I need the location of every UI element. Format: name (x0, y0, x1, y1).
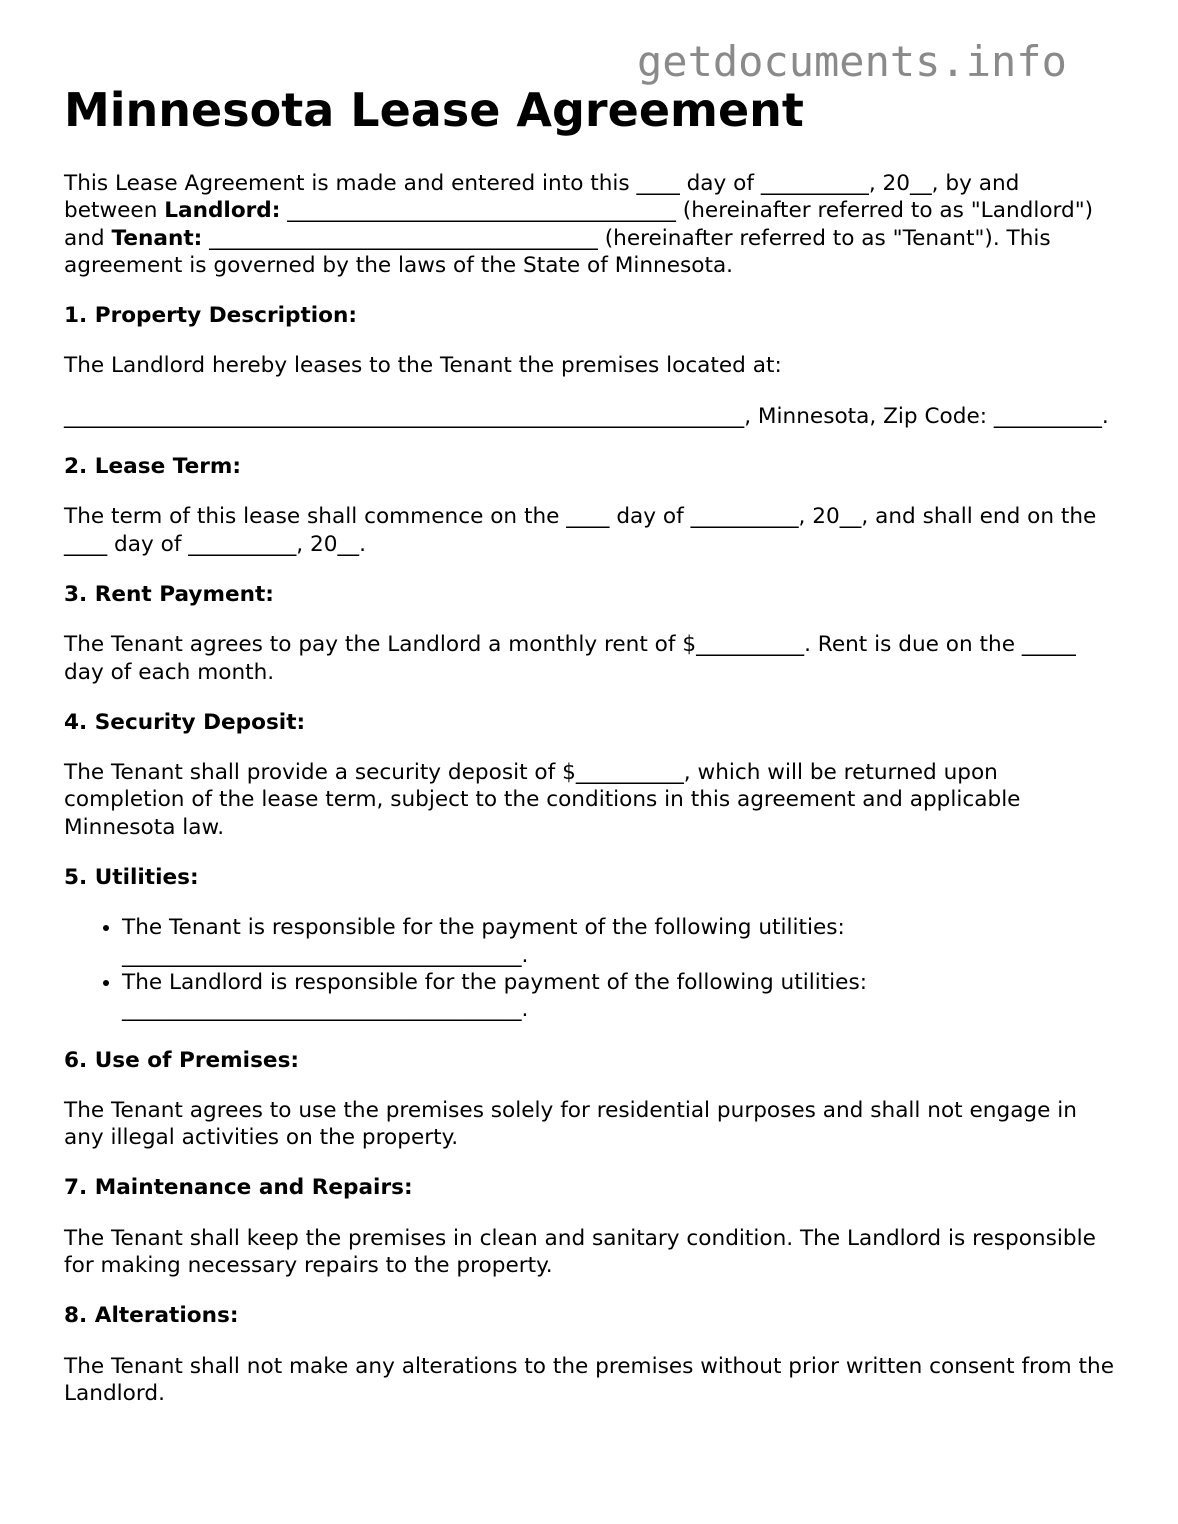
property-address-line: _______________________________________________________________, Minnesota, Zip Code: __________. (64, 403, 1109, 429)
section-heading-deposit: 4. Security Deposit: (64, 709, 306, 735)
section-heading-property: 1. Property Description: (64, 303, 358, 329)
section-heading-alterations: 8. Alterations: (64, 1303, 239, 1329)
section-body-property: The Landlord hereby leases to the Tenant the premises located at: (64, 353, 782, 379)
intro-text-3: ____________________________________ (hereinafter referred to as "Tenant"). This agreement is governed by the laws of the State of Minnesota. (64, 225, 1051, 278)
section-body-use: The Tenant agrees to use the premises solely for residential purposes and shall not engage in any illegal activities on the property. (64, 1097, 1077, 1151)
tenant-label: Tenant: (111, 225, 203, 251)
section-heading-use: 6. Use of Premises: (64, 1047, 300, 1073)
landlord-label: Landlord: (164, 198, 281, 224)
document-body (64, 170, 1114, 1407)
section-heading-maintenance: 7. Maintenance and Repairs: (64, 1175, 413, 1201)
section-body-rent: The Tenant agrees to pay the Landlord a monthly rent of $__________. Rent is due on the _____ day of each month. (64, 632, 1076, 685)
intro-text-1: This Lease Agreement is made and entered into this ____ day of __________, 20__, by and between (64, 171, 1020, 224)
page-title: Minnesota Lease Agreement (64, 83, 804, 137)
section-body-alterations: The Tenant shall not make any alterations to the premises without prior written consent from the Landlord. (64, 1353, 1114, 1406)
section-heading-utilities: 5. Utilities: (64, 865, 199, 891)
section-heading-term: 2. Lease Term: (64, 454, 242, 480)
section-body-term: The term of this lease shall commence on the ____ day of __________, 20__, and shall end on the ____ day of __________, 20__. (64, 504, 1097, 557)
section-heading-rent: 3. Rent Payment: (64, 581, 274, 607)
watermark: getdocuments.info (637, 37, 1067, 86)
utilities-list (64, 914, 1114, 1023)
section-body-deposit: The Tenant shall provide a security deposit of $__________, which will be returned upon completion of the lease term, subject to the conditions in this agreement and applicable Minnesota law. (64, 760, 1021, 840)
list-item: • The Tenant is responsible for the payment of the following utilities: _____________________________________. (122, 914, 1114, 969)
intro-text-2: ____________________________________ (hereinafter referred to as "Landlord") and (64, 198, 1094, 251)
intro-paragraph (64, 170, 1114, 279)
section-body-maintenance: The Tenant shall keep the premises in clean and sanitary condition. The Landlord is responsible for making necessary repairs to the property. (64, 1225, 1096, 1279)
list-item: • The Landlord is responsible for the payment of the following utilities: _____________________________________. (122, 969, 1114, 1024)
